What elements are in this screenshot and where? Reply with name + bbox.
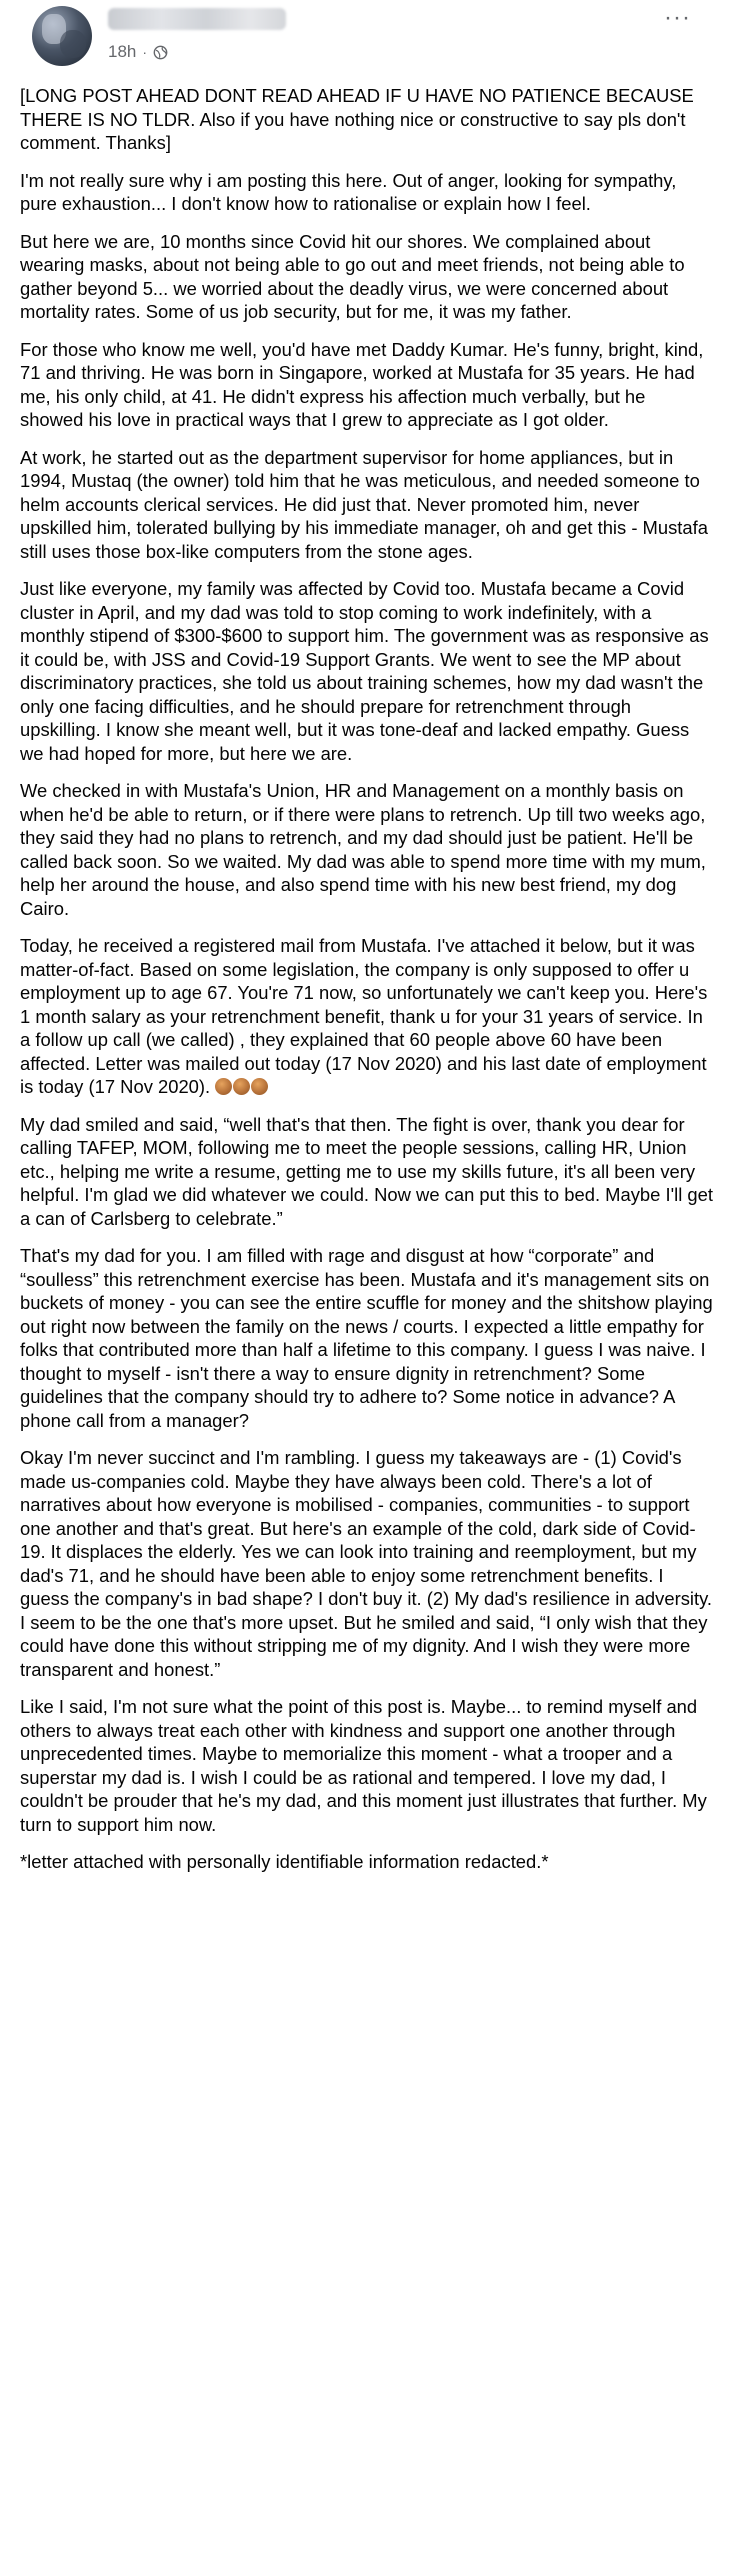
more-options-button[interactable] <box>664 4 691 31</box>
post-meta <box>108 42 168 62</box>
clapping-hands-emoji-icon <box>215 1076 269 1097</box>
post-paragraph: *letter attached with personally identifiable information redacted.* <box>20 1851 549 1872</box>
post-paragraph: For those who know me well, you'd have met Daddy Kumar. He's funny, bright, kind, 71 and thriving. He was born in Singapore, worked at Mustafa for 35 years. He had me, his only child, at 41. He didn't express his affection much verbally, but he showed his love in practical ways that I grew to appreciate as I got older. <box>20 338 704 430</box>
post-body <box>20 84 713 1888</box>
post-paragraph: My dad smiled and said, “well that's that then. The fight is over, thank you dear for calling TAFEP, MOM, following me to meet the people sessions, calling HR, Union etc., helping me write a resume, getting me to use my skills future, it's all been very helpful. I'm glad we did whatever we could. Now we can put this to bed. Maybe I'll get a can of Carlsberg to celebrate.” <box>20 1113 713 1229</box>
post-paragraph: But here we are, 10 months since Covid hit our shores. We complained about wearing masks, about not being able to go out and meet friends, not being able to gather beyond 5... we worried about the deadly virus, we were concerned about mortality rates. Some of us job security, but for me, it was my father. <box>20 230 685 322</box>
author-avatar[interactable] <box>32 6 92 66</box>
post-paragraph-text: Today, he received a registered mail from Mustafa. I've attached it below, but it was matter-of-fact. Based on some legislation, the company is only supposed to offer u employment up to age 67. You're 71 now, so unfortunately we can't keep you. Here's 1 month salary as your retrenchment benefit, thank u for your 31 years of service. In a follow up call (we called) , they explained that 60 people above 60 have been affected. Letter was mailed out today (17 Nov 2020) and his last date of employment is today (17 Nov 2020). <box>20 935 708 1097</box>
author-name-redacted[interactable] <box>108 8 286 30</box>
post-paragraph: Okay I'm never succinct and I'm rambling. I guess my takeaways are - (1) Covid's made us-companies cold. Maybe they have always been cold. There's a lot of narratives about how everyone is mobilised - companies, communities - to support one another and that's great. But here's an example of the cold, dark side of Covid-19. It displaces the elderly. Yes we can look into training and reemployment, but my dad's 71, and he should have been able to enjoy some retrenchment benefits. I guess the company's in bad shape? I don't buy it. (2) My dad's resilience in adversity. I seem to be the one that's more upset. But he smiled and said, “I only wish that they could have done this without stripping me of my dignity. And I wish they were more transparent and honest.” <box>20 1447 713 1680</box>
post-paragraph: I'm not really sure why i am posting this here. Out of anger, looking for sympathy, pure exhaustion... I don't know how to rationalise or explain how I feel. <box>20 169 677 214</box>
post-paragraph <box>20 934 713 1099</box>
ellipsis-icon: ··· <box>664 4 691 31</box>
post-paragraph: [LONG POST AHEAD DONT READ AHEAD IF U HAVE NO PATIENCE BECAUSE THERE IS NO TLDR. Also if you have nothing nice or constructive to say pls don't comment. Thanks] <box>20 85 694 153</box>
globe-icon[interactable] <box>153 45 168 60</box>
meta-separator: · <box>142 44 148 60</box>
post-header <box>16 0 715 82</box>
post-paragraph: Just like everyone, my family was affected by Covid too. Mustafa became a Covid cluster in April, and my dad was told to stop coming to work indefinitely, with a monthly stipend of $300-$600 to support him. The government was as responsive as it could be, with JSS and Covid-19 Support Grants. We went to see the MP about discriminatory practices, she told us about training schemes, how my dad wasn't the only one facing difficulties, and he should prepare for retrenchment through upskilling. I know she meant well, but it was tone-deaf and lacked empathy. Guess we had hoped for more, but here we are. <box>20 578 709 764</box>
post-timestamp[interactable]: 18h <box>108 42 137 61</box>
post-paragraph: Like I said, I'm not sure what the point of this post is. Maybe... to remind myself and others to always treat each other with kindness and support one another through unprecedented times. Maybe to memorialize this moment - what a trooper and a superstar my dad is. I wish I could be as rational and tempered. I love my dad, I couldn't be prouder that he's my dad, and this moment just illustrates that further. My turn to support him now. <box>20 1696 707 1835</box>
post-paragraph: We checked in with Mustafa's Union, HR and Management on a monthly basis on when he'd be able to return, or if there were plans to retrench. Up till two weeks ago, they said they had no plans to retrench, and my dad should just be patient. He'll be called back soon. So we waited. My dad was able to spend more time with my mum, help her around the house, and also spend time with his new best friend, my dog Cairo. <box>20 780 706 919</box>
post-paragraph: That's my dad for you. I am filled with rage and disgust at how “corporate” and “soulless” this retrenchment exercise has been. Mustafa and it's management sits on buckets of money - you can see the entire scuffle for money and the shitshow playing out right now between the family on the news / courts. I expected a little empathy for folks that contributed more than half a lifetime to this company. I guess I was naive. I thought to myself - isn't there a way to ensure dignity in retrenchment? Some guidelines that the company should try to adhere to? Some notice in advance? A phone call from a manager? <box>20 1245 713 1431</box>
post-paragraph: At work, he started out as the department supervisor for home appliances, but in 1994, Mustaq (the owner) told him that he was meticulous, and needed someone to helm accounts clerical services. He did just that. Never promoted him, never upskilled him, tolerated bullying by his immediate manager, oh and get this - Mustafa still uses those box-like computers from the stone ages. <box>20 446 708 562</box>
avatar-blur-region <box>60 30 86 58</box>
